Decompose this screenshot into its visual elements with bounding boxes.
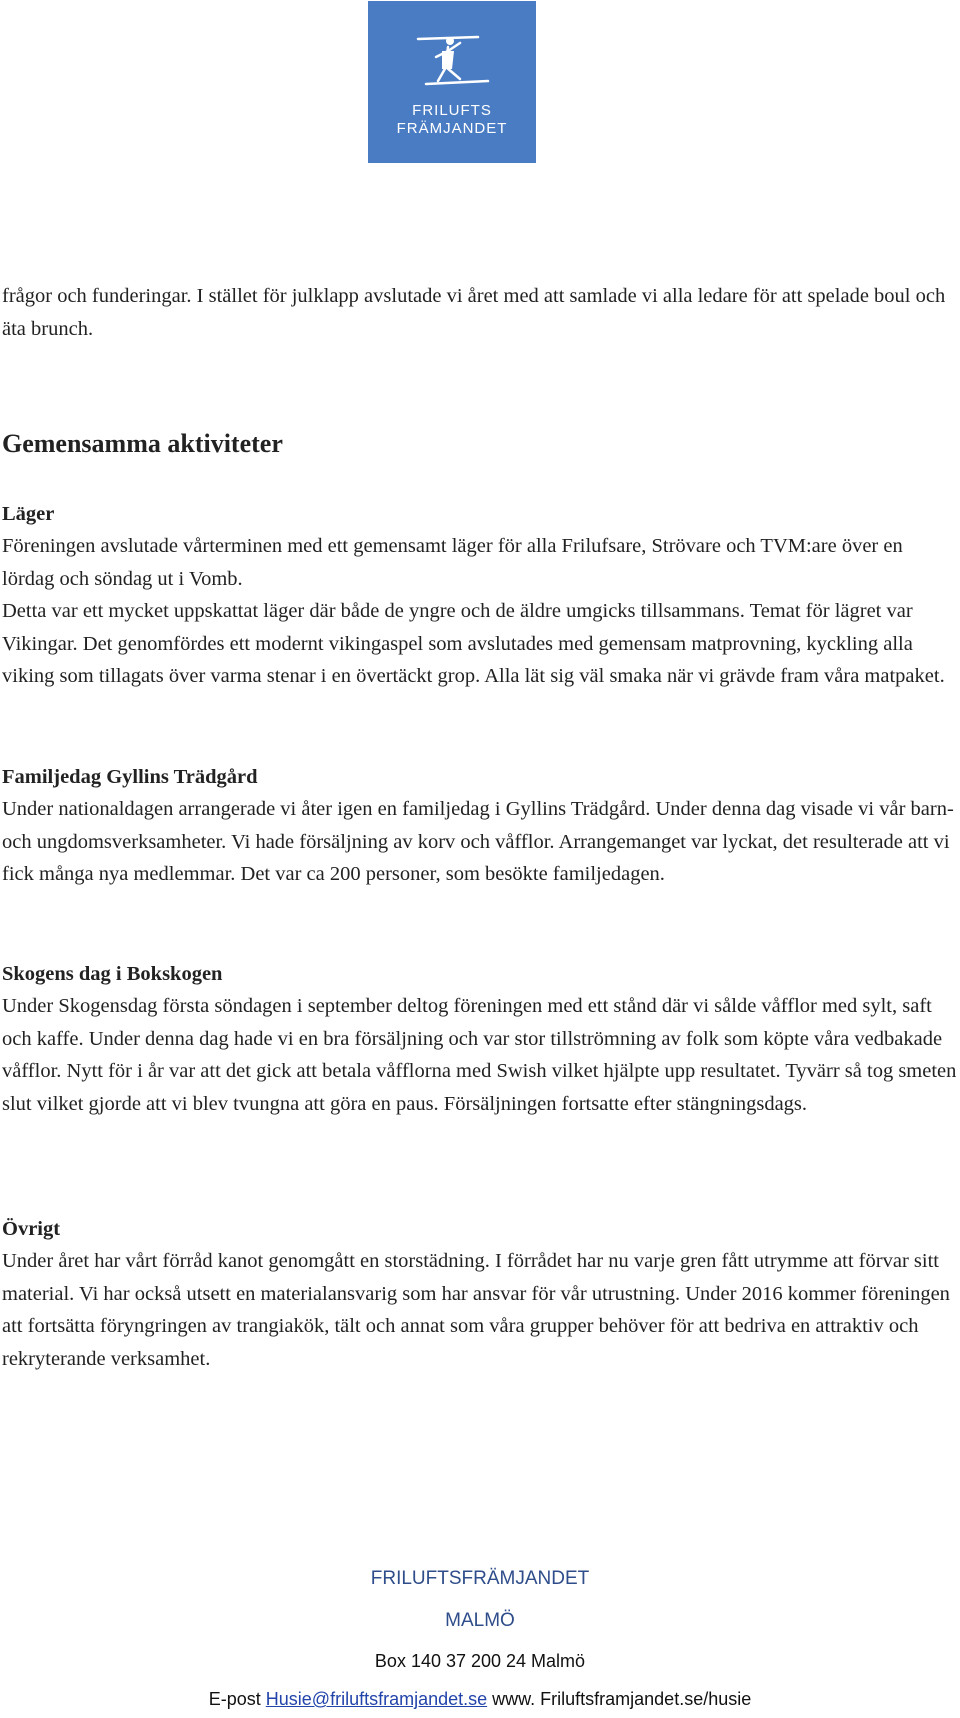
footer-org: FRILUFTSFRÄMJANDET	[370, 1568, 590, 1589]
intro-paragraph: frågor och funderingar. I stället för julklapp avslutade vi året med att samlade vi alla ledare för att spelade boul och äta brunch.	[2, 285, 946, 340]
section-paragraph: Under Skogensdag första söndagen i september deltog föreningen med ett stånd där vi sålde våfflor med sylt, saft och kaffe. Under denna dag hade vi en bra försäljning och var stor tillströmning av folk som köpte våra vedbakade våfflor. Nytt för i år var att det gick att betala våfflorna med Swish vilket hjälpte upp resultatet. Tyvärr så tog smeten slut vilket gjorde att vi blev tvungna att göra en paus. Försäljningen fortsatte efter stängningsdags.	[2, 995, 957, 1115]
footer-city: MALMÖ	[445, 1610, 515, 1631]
email-prefix: E-post	[208, 1689, 266, 1709]
section-paragraph: Under året har vårt förråd kanot genomgått en storstädning. I förrådet har nu varje gren fått utrymme att förvar sitt material. Vi har också utsett en materialansvarig som har ansvar för vår utrustning. Under 2016 kommer föreningen att fortsätta föryngringen av trangiakök, tält och annat som våra grupper behöver för att bedriva en attraktiv och rekryterande verksamhet.	[2, 1250, 950, 1370]
section-paragraph: Under nationaldagen arrangerade vi åter igen en familjedag i Gyllins Trädgård. Under denna dag visade vi vår barn- och ungdomsverksamheter. Vi hade försäljning av korv och våfflor. Arrangemanget var lyckat, det resulterade att vi fick många nya medlemmar. Det var ca 200 personer, som besökte familjedagen.	[2, 798, 954, 885]
section-paragraph: Detta var ett mycket uppskattat läger där både de yngre och de äldre umgicks tillsammans. Temat för lägret var Vikingar. Det genomfördes ett modernt vikingaspel som avslutades med gemensam matprovning, kyckling alla viking som tillagats över varma stenar i en övertäckt grop. Alla lät sig väl smaka när vi grävde fram våra matpaket.	[2, 600, 945, 687]
skier-icon	[408, 29, 496, 89]
logo-line-1: FRILUFTS	[412, 102, 492, 119]
web-address: www. Friluftsframjandet.se/husie	[487, 1689, 752, 1709]
section-heading: Skogens dag i Bokskogen	[2, 963, 223, 985]
logo-line-2: FRÄMJANDET	[396, 120, 508, 137]
section-heading: Familjedag Gyllins Trädgård	[2, 766, 258, 788]
section-title: Gemensamma aktiviteter	[2, 429, 283, 458]
friluftsframjandet-logo	[368, 1, 536, 163]
section-heading: Läger	[2, 503, 55, 525]
section-ovrigt	[2, 1213, 957, 1375]
footer-contact	[0, 1689, 960, 1710]
section-lager	[2, 498, 957, 693]
email-link[interactable]: Husie@friluftsframjandet.se	[265, 1689, 488, 1709]
section-paragraph: Föreningen avslutade vårterminen med ett gemensamt läger för alla Frilufsare, Strövare och TVM:are över en lördag och söndag ut i Vomb.	[2, 535, 903, 590]
section-familjedag	[2, 761, 957, 891]
section-heading: Övrigt	[2, 1218, 61, 1240]
footer-address: Box 140 37 200 24 Malmö	[374, 1651, 586, 1671]
section-skogens-dag	[2, 958, 957, 1120]
